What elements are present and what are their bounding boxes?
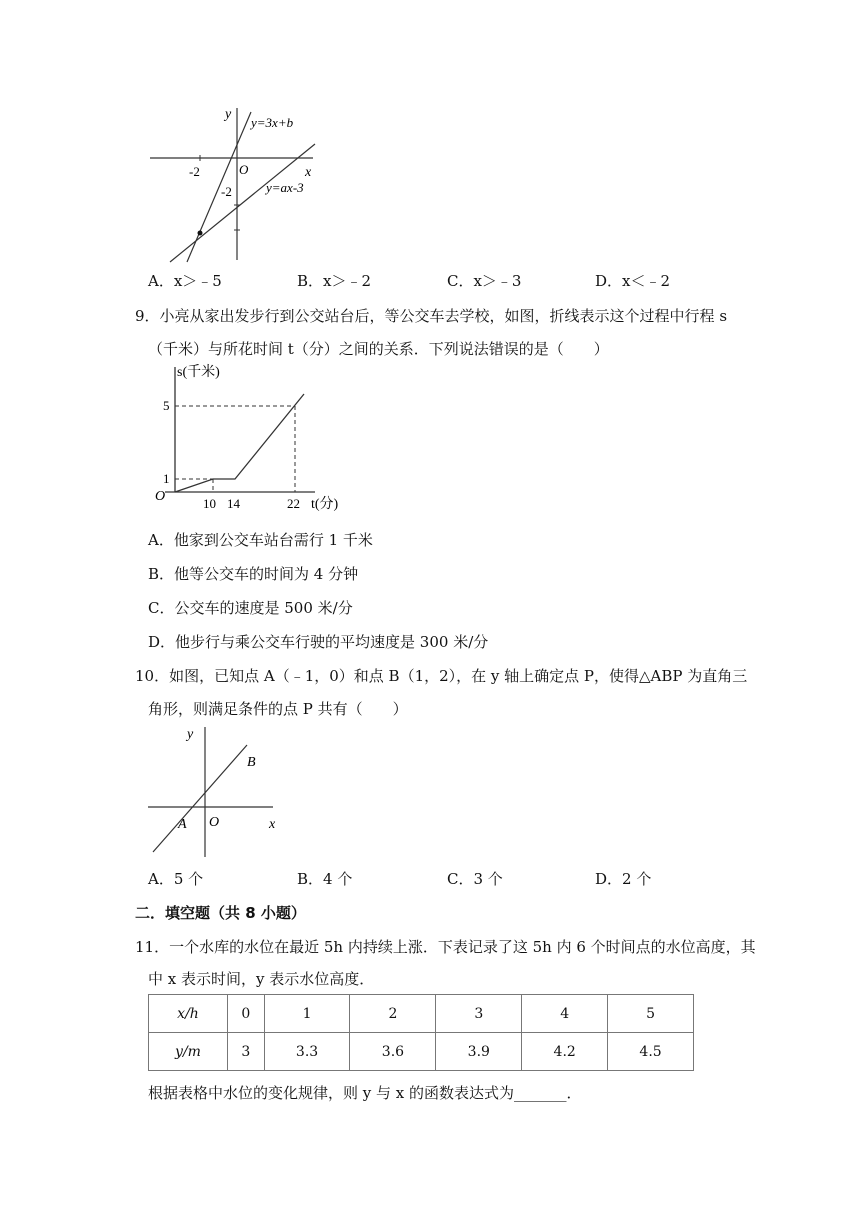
q9-y-tick-5: 5 — [163, 398, 170, 413]
q10-question-line2: 角形，则满足条件的点 P 共有（ ） — [148, 700, 408, 718]
table-cell: 3.3 — [264, 1033, 350, 1071]
table-header-y: y/m — [149, 1033, 228, 1071]
q8-origin-label: O — [239, 162, 249, 177]
q9-graph — [145, 362, 360, 517]
q9-x-tick-22: 22 — [287, 496, 300, 511]
q10-y-axis-label: y — [187, 727, 194, 742]
q8-line2-label: y=ax-3 — [266, 180, 304, 195]
q9-option-d: D．他步行与乘公交车行驶的平均速度是 300 米/分 — [148, 633, 489, 651]
table-cell: 1 — [264, 995, 350, 1033]
table-row — [149, 995, 694, 1033]
q8-line1-label: y=3x+b — [251, 115, 294, 130]
table-cell: 3 — [228, 1033, 265, 1071]
q8-option-d: D．x＜﹣2 — [595, 272, 671, 290]
q8-y-tick-label: -2 — [221, 184, 232, 199]
q10-point-a-label: A — [178, 817, 187, 832]
q10-graph — [145, 722, 290, 860]
q11-data-table — [148, 994, 694, 1071]
q8-x-tick-label: -2 — [189, 164, 200, 179]
q11-question-line1: 11．一个水库的水位在最近 5h 内持续上涨．下表记录了这 5h 内 6 个时间点的水位高度，其 — [135, 938, 756, 956]
q9-x-tick-10: 10 — [203, 496, 216, 511]
q9-x-axis-label: t(分) — [311, 497, 339, 512]
table-cell: 2 — [350, 995, 436, 1033]
table-header-x: x/h — [149, 995, 228, 1033]
q10-question-line1: 10．如图，已知点 A（﹣1，0）和点 B（1，2），在 y 轴上确定点 P，使得△ABP 为直角三 — [135, 667, 748, 685]
q10-point-b-label: B — [247, 755, 256, 770]
q10-x-axis-label: x — [269, 817, 276, 832]
q9-question-line1: 9．小亮从家出发步行到公交站台后，等公交车去学校，如图，折线表示这个过程中行程 s — [135, 307, 728, 325]
q9-y-axis-label: s(千米) — [177, 365, 220, 380]
q8-graph — [145, 100, 325, 265]
q9-question-line2: （千米）与所花时间 t（分）之间的关系．下列说法错误的是（ ） — [148, 340, 609, 358]
q8-x-axis-label: x — [305, 165, 312, 180]
q10-option-a: A．5 个 — [148, 870, 204, 888]
section-heading: 二．填空题（共 8 小题） — [135, 904, 306, 922]
q11-question-line2: 中 x 表示时间，y 表示水位高度． — [148, 970, 375, 988]
q10-option-d: D．2 个 — [595, 870, 652, 888]
table-cell: 4.5 — [608, 1033, 694, 1071]
table-cell: 3.6 — [350, 1033, 436, 1071]
q10-option-c: C．3 个 — [447, 870, 503, 888]
table-cell: 4.2 — [522, 1033, 608, 1071]
q8-y-axis-label: y — [225, 107, 232, 122]
q10-origin-label: O — [209, 815, 220, 830]
q9-x-tick-14: 14 — [227, 496, 240, 511]
table-cell: 3 — [436, 995, 522, 1033]
q9-y-tick-1: 1 — [163, 471, 170, 486]
q9-option-c: C．公交车的速度是 500 米/分 — [148, 599, 353, 617]
q11-answer-prompt: 根据表格中水位的变化规律，则 y 与 x 的函数表达式为_______． — [148, 1084, 582, 1102]
table-cell: 4 — [522, 995, 608, 1033]
q9-option-a: A．他家到公交车站台需行 1 千米 — [148, 531, 373, 549]
q8-option-c: C．x＞﹣3 — [447, 272, 522, 290]
table-cell: 5 — [608, 995, 694, 1033]
q9-option-b: B．他等公交车的时间为 4 分钟 — [148, 565, 359, 583]
q9-origin-label: O — [155, 489, 166, 504]
table-row — [149, 1033, 694, 1071]
table-cell: 3.9 — [436, 1033, 522, 1071]
table-cell: 0 — [228, 995, 265, 1033]
q8-option-b: B．x＞﹣2 — [297, 272, 372, 290]
q8-option-a: A．x＞﹣5 — [148, 272, 222, 290]
q10-option-b: B．4 个 — [297, 870, 353, 888]
